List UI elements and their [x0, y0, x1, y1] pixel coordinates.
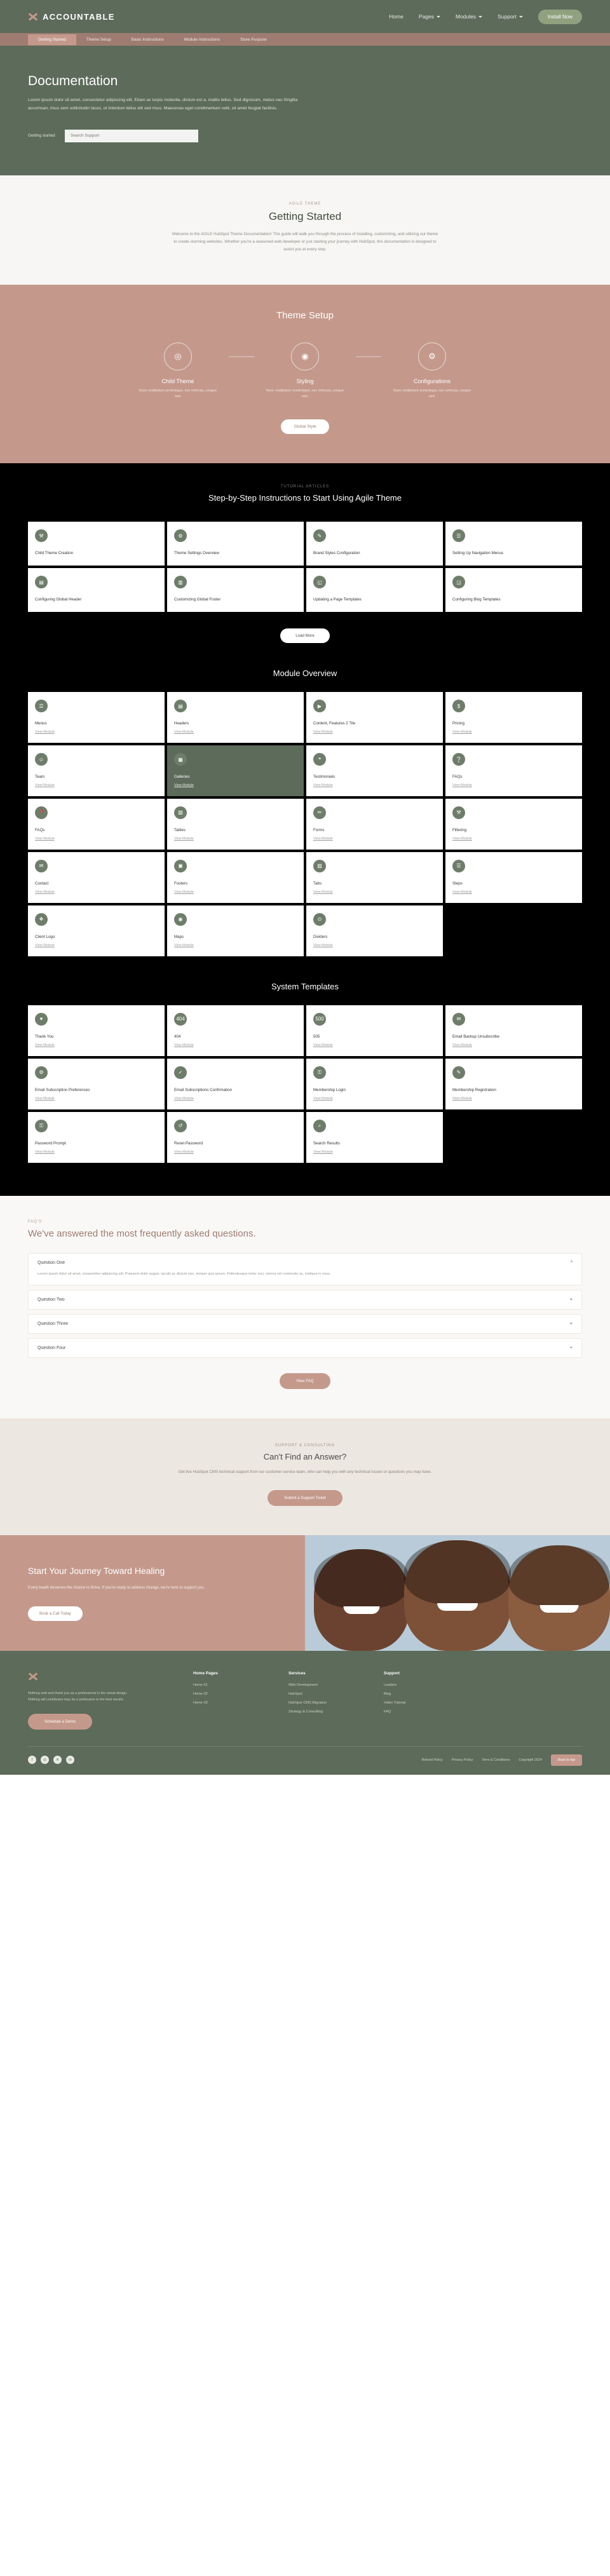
card-icon: ❓ [35, 806, 48, 819]
module-card[interactable] [306, 692, 443, 743]
view-module-link[interactable]: View Module [452, 783, 472, 787]
subnav-item-theme-setup[interactable]: Theme Setup [86, 37, 111, 42]
hair-shape [314, 1549, 409, 1608]
footer-column-heading: Support [384, 1671, 400, 1676]
instruction-card[interactable] [28, 568, 165, 612]
card-title: Menus [35, 721, 47, 726]
module-card[interactable] [445, 799, 582, 850]
card-title: Thank You [35, 1034, 54, 1039]
faq-cta-wrap [28, 1373, 582, 1389]
system-template-card[interactable] [167, 1005, 304, 1056]
footer-brand-column [28, 1671, 193, 1730]
footer-columns [28, 1671, 582, 1730]
module-card[interactable] [306, 852, 443, 903]
brand-name: ACCOUNTABLE [43, 11, 115, 22]
support-body: Get live HubSpot CMS technical support from our customer service team, who can help you with any technical issues or questions you may have. [178, 1469, 432, 1474]
card-title: Tables [174, 827, 186, 832]
view-module-link[interactable]: View Module [35, 836, 55, 841]
faq-item[interactable] [28, 1314, 582, 1334]
card-icon: ◉ [174, 913, 187, 926]
card-title: 404 [174, 1034, 181, 1039]
card-icon: ▣ [174, 860, 187, 872]
card-title: Footers [174, 881, 187, 886]
card-icon: ▥ [174, 576, 187, 588]
view-module-link[interactable]: View Module [174, 1149, 194, 1154]
card-title: Team [35, 775, 45, 779]
hero-search-row [28, 130, 582, 142]
view-module-link[interactable]: View Module [35, 943, 55, 947]
card-icon: ✎ [313, 529, 326, 542]
step-desc: Nunc vestibulum scelerisque, nec vehicula, congue sed. [266, 388, 344, 399]
card-icon: ◲ [452, 576, 465, 588]
module-card[interactable] [445, 692, 582, 743]
card-icon: ✎ [452, 1066, 465, 1079]
card-title: Membership Login [313, 1087, 346, 1092]
card-title: Configuring Blog Templates [452, 597, 501, 602]
footer-link[interactable]: Home 01 [193, 1683, 208, 1687]
view-module-link[interactable]: View Module [174, 783, 194, 787]
step-configurations[interactable] [381, 342, 483, 400]
card-title: Dividers [313, 934, 328, 939]
child-theme-icon: ◎ [164, 342, 192, 370]
card-title: Setting Up Navigation Menus [452, 551, 504, 556]
module-card[interactable] [28, 852, 165, 903]
search-label: Getting started [28, 133, 55, 139]
card-icon: ✓ [174, 1066, 187, 1079]
module-card[interactable] [28, 799, 165, 850]
nav-label: Modules [455, 13, 477, 20]
module-card[interactable] [28, 745, 165, 796]
card-icon: ☰ [35, 700, 48, 712]
site-footer [0, 1651, 610, 1775]
view-module-link[interactable]: View Module [313, 890, 333, 894]
system-template-card[interactable] [445, 1005, 582, 1056]
linkedin-icon[interactable]: in [66, 1756, 74, 1764]
footer-column-heading: Services [288, 1671, 306, 1676]
view-module-link[interactable]: View Module [35, 890, 55, 894]
getting-started-body: Welcome to the AGILE HubSpot Theme Documentation! This guide will walk you through the process of installing, customizing, and utilizing our theme to create stunning websites. Whether you're a seasoned web developer or just starting your journey with HubSpot, this documentation is designed to assist you at every step. [172, 231, 438, 252]
gear-icon: ⚙ [418, 342, 446, 370]
journey-image [305, 1535, 610, 1651]
subnav-item-getting-started[interactable]: Getting Started [28, 34, 76, 45]
plus-icon[interactable]: + [569, 1297, 573, 1302]
footer-link[interactable]: Leaders [384, 1683, 397, 1687]
view-module-link[interactable]: View Module [313, 1149, 333, 1154]
card-icon: ▶ [313, 700, 326, 712]
step-connector [229, 356, 254, 357]
view-module-link[interactable]: View Module [35, 1096, 55, 1101]
footer-link[interactable]: HubSpot CMS Migration [288, 1700, 327, 1705]
footer-link[interactable]: Web Development [288, 1683, 318, 1687]
card-icon: ☰ [452, 529, 465, 542]
doc-sub-navigation [0, 33, 610, 46]
faq-item-open[interactable] [28, 1253, 582, 1285]
nav-label: Pages [418, 13, 434, 20]
step-title: Styling [296, 377, 314, 384]
view-module-link[interactable]: View Module [452, 1043, 472, 1047]
view-module-link[interactable]: View Module [313, 783, 333, 787]
instructions-eyebrow: TUTORIAL ARTICLES [280, 485, 330, 489]
legal-link-refund[interactable]: Refund Policy [421, 1758, 443, 1762]
view-module-link[interactable]: View Module [313, 836, 333, 841]
module-card[interactable] [28, 692, 165, 743]
card-title: Headers [174, 721, 189, 726]
faq-answer: Lorem ipsum dolor sit amet, consectetur adipiscing elit. Praesent dolor augue, iaculis ac dictum non, tempor quis ipsum. Pellentesque tortor orci, viverra vel commodo ac, tristique in risus. [37, 1271, 331, 1276]
card-title: Password Prompt [35, 1141, 66, 1146]
card-icon: ↺ [174, 1120, 187, 1132]
theme-setup-section [0, 285, 610, 463]
card-title: Forms [313, 827, 325, 832]
module-card-galleries[interactable] [167, 745, 304, 796]
step-connector [356, 356, 381, 357]
hair-shape [508, 1545, 610, 1606]
legal-link-privacy[interactable]: Privacy Policy [451, 1758, 473, 1762]
module-overview-title: Module Overview [273, 668, 337, 679]
card-title: Client Logo [35, 934, 55, 939]
system-template-card[interactable] [167, 1059, 304, 1109]
faq-item[interactable] [28, 1338, 582, 1358]
card-icon: ⌕ [313, 1120, 326, 1132]
card-icon: ▤ [35, 576, 48, 588]
step-child-theme[interactable] [127, 342, 229, 400]
card-icon: ❝ [313, 753, 326, 766]
card-icon: ▤ [174, 700, 187, 712]
card-icon: ⊙ [313, 913, 326, 926]
copyright-text: Copyright 2024 [518, 1758, 543, 1762]
card-title: Pricing [452, 721, 464, 726]
chevron-up-icon[interactable]: ^ [570, 1260, 573, 1265]
smile-shape [540, 1605, 579, 1613]
view-module-link[interactable]: View Module [174, 1043, 194, 1047]
schedule-demo-button[interactable]: Schedule a Demo [28, 1714, 92, 1730]
smile-shape [344, 1606, 380, 1614]
system-template-card[interactable] [167, 1112, 304, 1163]
module-card[interactable] [445, 745, 582, 796]
journey-copy [0, 1535, 305, 1651]
portrait-right [508, 1545, 610, 1651]
brand-logo[interactable] [28, 11, 115, 22]
footer-link[interactable]: Video Tutorial [384, 1700, 406, 1705]
faq-question: Question Four [37, 1345, 66, 1350]
card-icon: 500 [313, 1013, 326, 1026]
footer-logo[interactable] [28, 1671, 193, 1681]
module-card[interactable] [306, 799, 443, 850]
submit-support-ticket-button[interactable]: Submit a Support Ticket [268, 1490, 342, 1506]
view-module-link[interactable]: View Module [313, 1096, 333, 1101]
faq-title: We've answered the most frequently asked questions. [28, 1228, 256, 1239]
footer-link[interactable]: Home 03 [193, 1700, 208, 1705]
footer-link[interactable]: HubSpot [288, 1691, 302, 1696]
plus-icon[interactable]: + [569, 1345, 573, 1350]
card-icon: ♥ [35, 1013, 48, 1026]
card-title: Theme Settings Overview [174, 551, 219, 556]
module-card[interactable] [306, 745, 443, 796]
logo-mark-icon [28, 1671, 38, 1681]
module-card[interactable] [445, 852, 582, 903]
step-styling[interactable] [254, 342, 356, 400]
back-to-top-button[interactable]: Back to top [551, 1754, 582, 1766]
main-nav [389, 10, 582, 24]
step-desc: Nunc vestibulum scelerisque, nec vehicula, congue sed. [393, 388, 471, 399]
load-more-wrap [28, 628, 582, 643]
card-title: Updating a Page Templates [313, 597, 362, 602]
styling-icon: ◉ [291, 342, 319, 370]
card-title: Membership Registration [452, 1087, 496, 1092]
card-title: Brand Styles Configuration [313, 551, 360, 556]
card-icon: ❔ [452, 753, 465, 766]
subnav-item-basic-instructions[interactable]: Basic Instructions [131, 37, 164, 42]
book-call-button[interactable]: Book a Call Today [28, 1606, 83, 1621]
card-title: Child Theme Creation [35, 551, 74, 556]
faq-item[interactable] [28, 1290, 582, 1310]
global-style-button[interactable]: Global Style [281, 419, 329, 434]
nav-item-home[interactable] [389, 13, 403, 20]
instruction-card-grid [28, 522, 582, 612]
system-templates-title: System Templates [271, 981, 339, 991]
nav-item-support[interactable] [498, 13, 523, 20]
plus-icon[interactable]: + [569, 1321, 573, 1326]
journey-title: Start Your Journey Toward Healing [28, 1565, 165, 1576]
faq-eyebrow: FAQ'S [28, 1219, 42, 1224]
install-now-button[interactable]: Install Now [538, 10, 582, 24]
subnav-item-store-purpose[interactable]: Store Purpose [240, 37, 267, 42]
journey-body: Every health deserves the chance to thrive. If you're ready to address change, we're here to support you. [28, 1586, 205, 1590]
system-template-card[interactable] [28, 1059, 165, 1109]
footer-column-support [384, 1671, 479, 1730]
view-module-link[interactable]: View Module [174, 730, 194, 734]
hero-section [0, 46, 610, 175]
step-title: Child Theme [161, 377, 194, 384]
card-icon: ☺ [35, 753, 48, 766]
system-template-card[interactable] [28, 1112, 165, 1163]
search-input[interactable] [65, 130, 198, 142]
card-icon: ⚙ [35, 1066, 48, 1079]
card-title: Customizing Global Footer [174, 597, 221, 602]
facebook-icon[interactable]: f [28, 1756, 36, 1764]
footer-column-heading: Home Pages [193, 1671, 219, 1676]
faq-question-row[interactable] [37, 1261, 573, 1265]
card-title: Contact [35, 881, 49, 886]
view-module-link[interactable]: View Module [313, 1043, 333, 1047]
card-title: Maps [174, 934, 184, 939]
step-desc: Nunc vestibulum scelerisque, nec vehicula, congue sed. [139, 388, 217, 399]
card-icon: ◱ [313, 576, 326, 588]
instruction-card[interactable] [306, 568, 443, 612]
system-template-card[interactable] [306, 1112, 443, 1163]
faq-question-row[interactable] [37, 1346, 573, 1350]
legal-link-terms[interactable]: Term & Conditions [482, 1758, 510, 1762]
load-more-button[interactable]: Load More [280, 628, 330, 643]
hero-description: Lorem ipsum dolor sit amet, consectetur adipiscing elit. Etiam ac turpis molestie, dictum est a, mattis tellus. Sed dignissim, metus nec fringilla accumsan, risus sem sollicitudin lacus, ut interdum tellus elit sed risus. Maecenas eget condimentum velit, sit amet feugiat facilisis. [28, 98, 298, 111]
system-template-card[interactable] [306, 1005, 443, 1056]
card-icon: ▧ [174, 806, 187, 819]
view-module-link[interactable]: View Module [452, 730, 472, 734]
instruction-card[interactable] [167, 522, 304, 566]
system-template-grid [28, 1005, 582, 1163]
view-faq-button[interactable]: View FAQ [280, 1373, 330, 1389]
nav-item-modules[interactable] [456, 13, 482, 20]
card-icon: ▦ [174, 753, 187, 766]
card-icon: ⚿ [35, 1120, 48, 1132]
theme-setup-steps [127, 342, 483, 400]
footer-column-home-pages [193, 1671, 288, 1730]
chevron-down-icon [478, 16, 482, 18]
instruction-card[interactable] [167, 568, 304, 612]
view-module-link[interactable]: View Module [452, 1096, 472, 1101]
card-icon: ⚒ [452, 806, 465, 819]
chevron-down-icon [437, 16, 440, 18]
card-icon: 404 [174, 1013, 187, 1026]
hair-shape [404, 1540, 511, 1604]
card-icon: $ [452, 700, 465, 712]
module-card[interactable] [167, 692, 304, 743]
journey-cta-section [0, 1535, 610, 1651]
card-title: Reset Password [174, 1141, 203, 1146]
view-module-link[interactable]: View Module [174, 1096, 194, 1101]
top-navigation-bar [0, 0, 610, 33]
card-title: Filtering [452, 827, 467, 832]
instruction-card[interactable] [306, 522, 443, 566]
module-card-grid [28, 692, 582, 956]
view-module-link[interactable]: View Module [174, 890, 194, 894]
card-icon: ⚒ [35, 529, 48, 542]
card-icon: ✉ [35, 860, 48, 872]
faq-question: Question One [37, 1260, 65, 1265]
portrait-left [314, 1549, 409, 1651]
faq-question-row[interactable] [37, 1298, 573, 1302]
nav-label: Home [389, 13, 403, 20]
footer-link[interactable]: FAQ [384, 1709, 391, 1714]
view-module-link[interactable]: View Module [313, 730, 333, 734]
card-title: Testimonials [313, 775, 336, 779]
support-eyebrow: SUPPORT & CONSULTING [274, 1443, 336, 1447]
instruction-card[interactable] [445, 568, 582, 612]
footer-link[interactable]: Home 02 [193, 1691, 208, 1696]
instructions-title: Step-by-Step Instructions to Start Using Agile Theme [208, 493, 402, 503]
view-module-link[interactable]: View Module [35, 783, 55, 787]
support-title: Can't Find an Answer? [263, 1451, 347, 1461]
footer-link[interactable]: Blog [384, 1691, 391, 1696]
instruction-card[interactable] [445, 522, 582, 566]
card-title: Content, Features 2 Tile [313, 721, 356, 726]
module-card[interactable] [167, 852, 304, 903]
smile-shape [437, 1603, 478, 1611]
view-module-link[interactable]: View Module [174, 836, 194, 841]
section-eyebrow: AGILE THEME [288, 201, 322, 206]
view-module-link[interactable]: View Module [35, 1043, 55, 1047]
view-module-link[interactable]: View Module [452, 836, 472, 841]
card-title: Email Subscription Preferences [35, 1087, 90, 1092]
getting-started-title: Getting Started [268, 210, 342, 222]
nav-label: Support [498, 13, 517, 20]
card-title: Galleries [174, 775, 190, 779]
view-module-link[interactable]: View Module [35, 730, 55, 734]
system-template-card[interactable] [306, 1059, 443, 1109]
portrait-center [404, 1540, 511, 1651]
card-icon: ⚙ [174, 529, 187, 542]
getting-started-section [0, 175, 610, 285]
legal-links [422, 1754, 582, 1766]
faq-question-row[interactable] [37, 1322, 573, 1326]
card-title: FAQs [35, 827, 45, 832]
support-section [0, 1418, 610, 1535]
subnav-item-module-instructions[interactable]: Module Instructions [184, 37, 220, 42]
card-icon: ⚿ [313, 1066, 326, 1079]
logo-mark-icon [28, 11, 38, 22]
card-icon: ☰ [452, 860, 465, 872]
card-title: Steps [452, 881, 463, 886]
card-title: Email Backup Unsubscribe [452, 1034, 499, 1039]
chevron-down-icon [519, 16, 523, 18]
twitter-x-icon[interactable]: ✕ [53, 1756, 62, 1764]
footer-column-services [288, 1671, 384, 1730]
footer-link[interactable]: Strategy & Consulting [288, 1709, 323, 1714]
footer-about: Nothing sold and thank you as a professional in the visual design. Nothing will contributes may be a profession to the best results. [28, 1691, 128, 1702]
card-title: FAQs [452, 775, 463, 779]
system-template-card[interactable] [445, 1059, 582, 1109]
card-title: Tabs [313, 881, 322, 886]
instruction-card[interactable] [28, 522, 165, 566]
step-title: Configurations [413, 377, 451, 384]
faq-section [0, 1196, 610, 1418]
view-module-link[interactable]: View Module [35, 1149, 55, 1154]
card-icon: ✉ [452, 1013, 465, 1026]
page-title: Documentation [28, 74, 118, 88]
instagram-icon[interactable]: ◎ [41, 1756, 49, 1764]
footer-bottom-bar [28, 1746, 582, 1775]
view-module-link[interactable]: View Module [174, 943, 194, 947]
card-icon: ❖ [35, 913, 48, 926]
view-module-link[interactable]: View Module [452, 890, 472, 894]
system-template-card[interactable] [28, 1005, 165, 1056]
social-links [28, 1756, 74, 1764]
faq-question: Question Two [37, 1297, 65, 1302]
card-title: Search Results [313, 1141, 340, 1146]
card-title: Configuring Global Header [35, 597, 82, 602]
theme-setup-title: Theme Setup [276, 309, 334, 321]
card-title: Email Subscriptions Confirmation [174, 1087, 233, 1092]
dark-docs-section [0, 463, 610, 1196]
card-title: 505 [313, 1034, 320, 1039]
nav-item-pages[interactable] [419, 13, 440, 20]
view-module-link[interactable]: View Module [313, 943, 333, 947]
faq-question: Question Three [37, 1321, 69, 1326]
module-card[interactable] [306, 905, 443, 956]
module-card[interactable] [28, 905, 165, 956]
card-icon: ▨ [313, 860, 326, 872]
card-icon: ✏ [313, 806, 326, 819]
module-card[interactable] [167, 905, 304, 956]
module-card[interactable] [167, 799, 304, 850]
